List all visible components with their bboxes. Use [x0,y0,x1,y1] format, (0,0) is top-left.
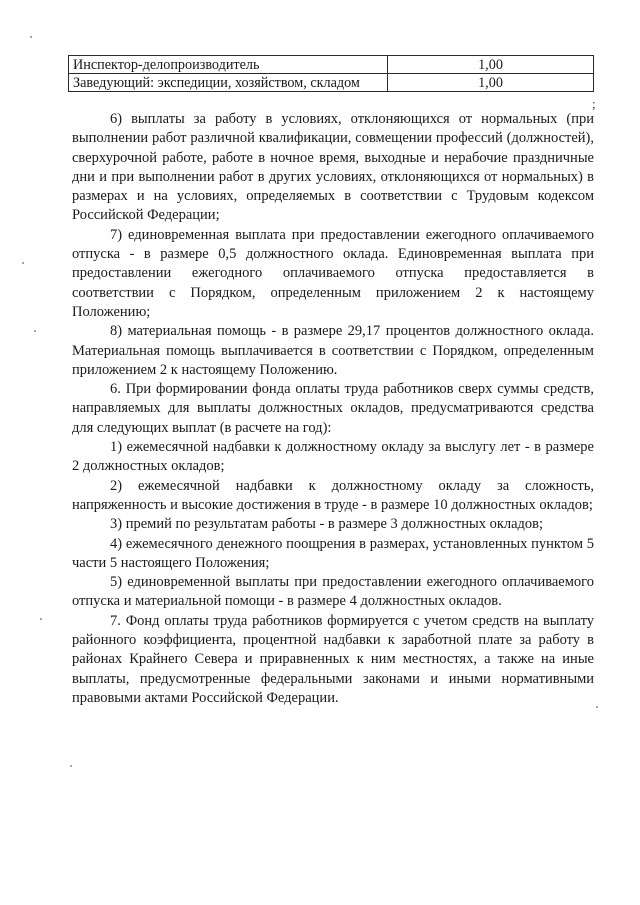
table-row [69,74,594,92]
rate-cell: 1,00 [388,74,594,92]
scan-speck [70,765,72,767]
scan-speck [40,618,42,620]
staff-rates-table [68,55,594,92]
scan-speck [596,706,598,708]
paragraph-sub-4: 4) ежемесячного денежного поощрения в размерах, установленных пунктом 5 части 5 настоящего Положения; [72,535,594,571]
scan-speck [22,262,24,264]
table-row [69,56,594,74]
scan-speck [34,330,36,332]
rate-cell: 1,00 [388,56,594,74]
paragraph-sub-5: 5) единовременной выплаты при предоставлении ежегодного оплачиваемого отпуска и материальной помощи - в размере 4 должностных окладов. [72,574,594,610]
paragraph-item-6: 6) выплаты за работу в условиях, отклоняющихся от нормальных (при выполнении работ различной квалификации, совмещении профессий (должностей), сверхурочной работе, работе в ночное время, выходные и нерабочие праздничные дни и при выполнении работ в других условиях, отклоняющихся от нормальных) в размерах и на условиях, определяемых в соответствии с Трудовым кодексом Российской Федерации; [72,111,594,224]
position-cell: Инспектор-делопроизводитель [69,56,388,74]
paragraph-sub-2: 2) ежемесячной надбавки к должностному окладу за сложность, напряженность и высокие достижения в труде - в размере 10 должностных окладов; [72,477,594,513]
paragraph-sub-3: 3) премий по результатам работы - в размере 3 должностных окладов; [110,516,544,533]
paragraph-item-8: 8) материальная помощь - в размере 29,17 процентов должностного оклада. Материальная помощь выплачивается в соответствии с Порядком, определенным приложением 2 к настоящему Положению. [72,323,594,378]
scan-speck [30,36,32,38]
paragraph-clause-6: 6. При формировании фонда оплаты труда работников сверх суммы средств, направляемых для выплаты должностных окладов, предусматриваются средства для следующих выплат (в расчете на год): [72,381,594,436]
paragraph-sub-1: 1) ежемесячной надбавки к должностному окладу за выслугу лет - в размере 2 должностных окладов; [72,439,594,475]
paragraph-clause-7: 7. Фонд оплаты труда работников формируется с учетом средств на выплату районного коэффициента, процентной надбавки к заработной плате за работу в районах Крайнего Севера и приравненных к ним местностях, а также на иные выплаты, предусмотренные федеральными законами и иными нормативными правовыми актами Российской Федерации. [72,612,594,706]
position-cell: Заведующий: экспедиции, хозяйством, складом [69,74,388,92]
document-body [72,110,594,708]
paragraph-item-7: 7) единовременная выплата при предоставлении ежегодного оплачиваемого отпуска - в размере 0,5 должностного оклада. Единовременная выплата при предоставлении ежегодного оплачиваемого отпуска предоставляется в соответствии с Порядком, определенным приложением 2 к настоящему Положению; [72,226,594,320]
stray-mark: ; [592,96,596,111]
